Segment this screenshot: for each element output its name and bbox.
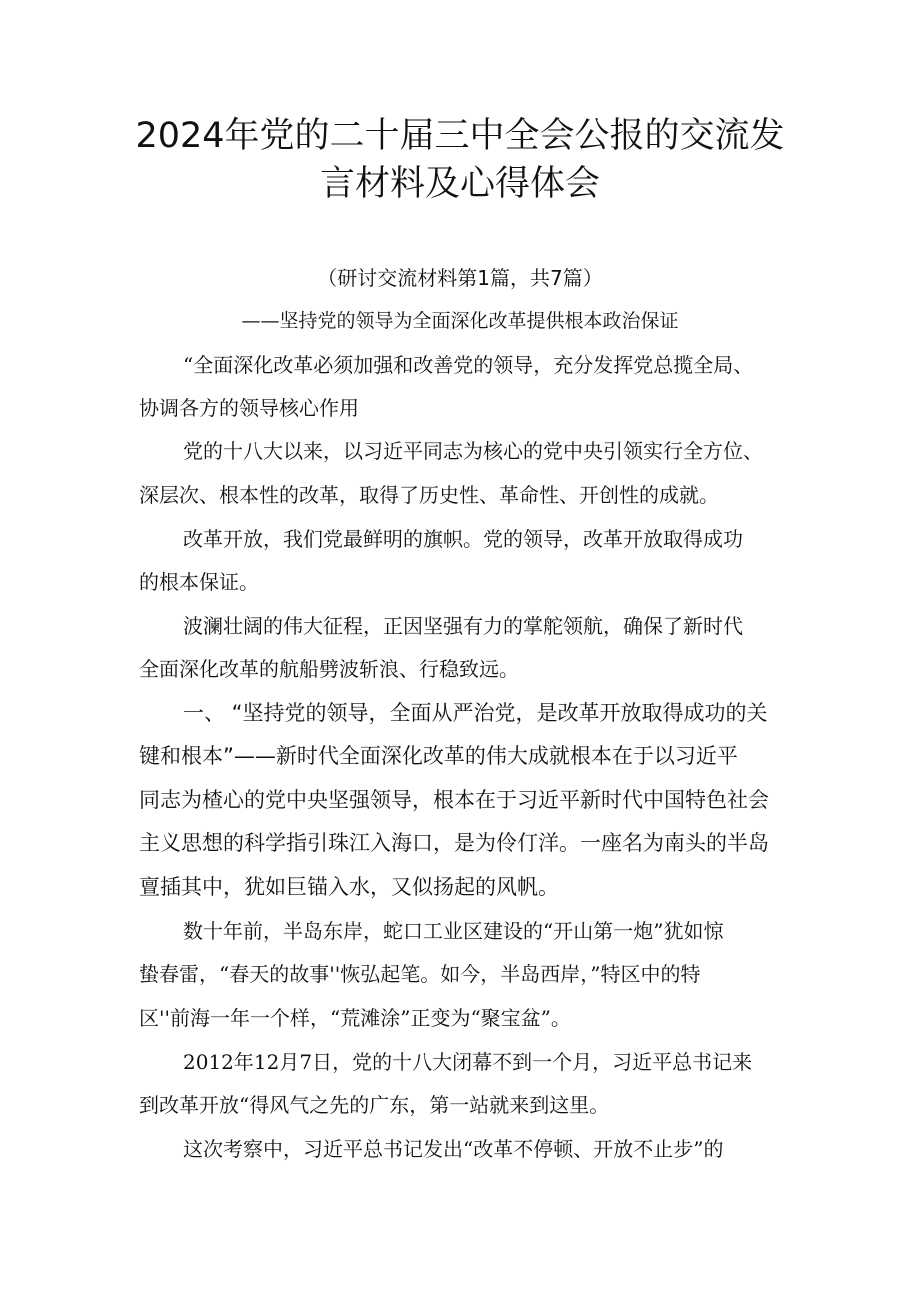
body-line: 主义思想的科学指引珠江入海口，是为伶仃洋。一座名为南头的半岛 [139,831,769,855]
document-subheading: ——坚持党的领导为全面深化改革提供根本政治保证 [241,310,679,332]
body-line: 2012年12月7日，党的十八大闭幕不到一个月，习近平总书记来 [183,1050,753,1074]
body-line: 的根本保证。 [139,570,259,594]
body-line: 蛰春雷，“春天的故事''恢弘起笔。如今，半岛西岸，”特区中的特 [139,962,701,986]
body-line: 同志为楂心的党中央坚强领导，根本在于习近平新时代中国特色社会 [139,788,769,812]
body-line: 深层次、根本性的改革，取得了历史性、革命性、开创性的成就。 [139,483,719,507]
body-line: 波澜壮阔的伟大征程，正因坚强有力的掌舵领航，确保了新时代 [183,614,743,638]
body-line: 全面深化改革的航船劈波斩浪、行稳致远。 [139,657,519,681]
body-line: 这次考察中，习近平总书记发出“改革不停顿、开放不止步”的 [183,1137,724,1161]
body-line: 一、 “坚持党的领导，全面从严治党，是改革开放取得成功的关 [183,701,768,725]
body-line: 协调各方的领导核心作用 [139,396,359,420]
body-line: 亶插其中，犹如巨锚入水，又似扬起的风帆。 [139,875,559,899]
document-subtitle: （研讨交流材料第1篇，共7篇） [317,266,603,290]
body-line: 到改革开放“得风气之先的广东，第一站就来到这里。 [139,1093,610,1117]
body-line: 键和根本”——新时代全面深化改革的伟大成就根本在于以习近平 [139,744,738,768]
title-line-2: 言材料及心得体会 [319,164,600,204]
body-line: 党的十八大以来，以习近平同志为核心的党中央引领实行全方位、 [183,439,763,463]
document-title [100,112,820,208]
title-line-1: 2024年党的二十届三中全会公报的交流发 [135,116,785,156]
body-line: 数十年前，半岛东岸，蛇口工业区建设的“开山第一炮”犹如惊 [183,919,724,943]
body-line: 改革开放，我们党最鲜明的旗帜。党的领导，改革开放取得成功 [183,527,743,551]
body-line: “全面深化改革必须加强和改善党的领导，充分发挥党总揽全局、 [183,353,754,377]
body-line: 区''前海一年一个样，“荒滩涂”正变为“聚宝盆”。 [139,1006,571,1030]
